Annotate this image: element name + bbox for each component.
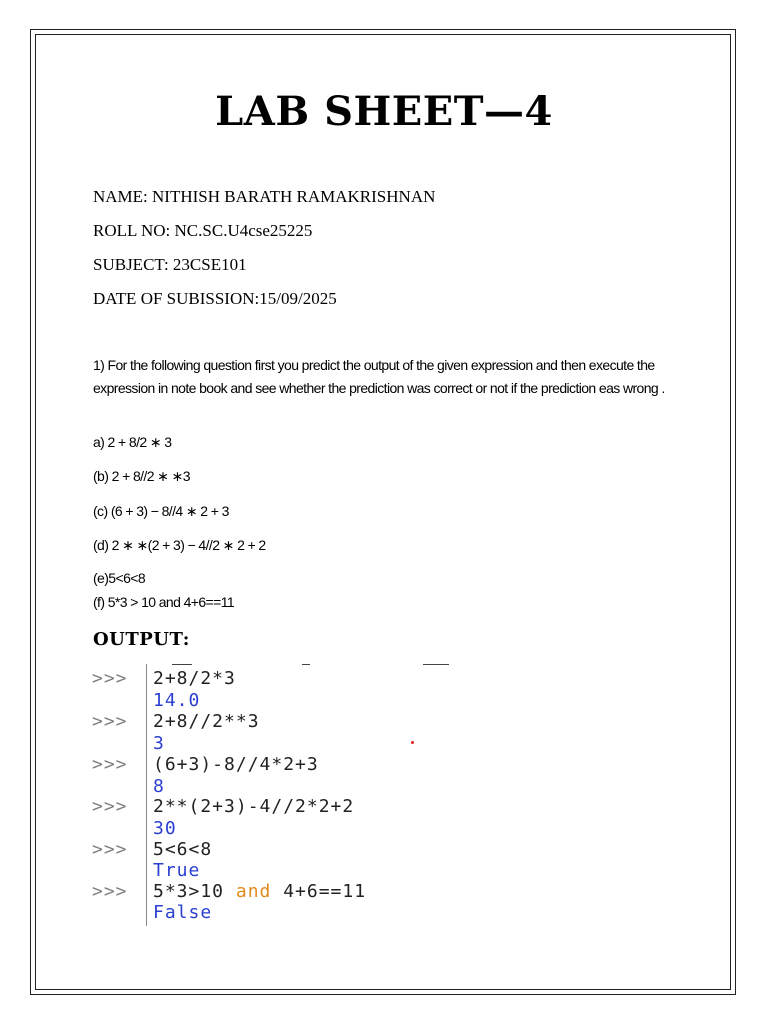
console-result: 3 xyxy=(153,733,165,754)
console-prompt: >>> xyxy=(92,711,128,732)
output-heading: OUTPUT: xyxy=(93,629,190,650)
stray-mark xyxy=(411,741,414,744)
console-result: 14.0 xyxy=(153,690,201,711)
command-text: 5*3>10 xyxy=(153,881,236,902)
console-command: 2+8//2**3 xyxy=(153,711,260,732)
question-item-d: (d) 2 ∗ ∗(2 + 3) − 4//2 ∗ 2 + 2 xyxy=(93,537,266,553)
console-result: 30 xyxy=(153,818,177,839)
console-prompt: >>> xyxy=(92,796,128,817)
console-command: 2**(2+3)-4//2*2+2 xyxy=(153,796,355,817)
python-console-output xyxy=(92,664,472,926)
console-command xyxy=(153,881,366,902)
command-text: 4+6==11 xyxy=(271,881,367,902)
question-item-b: (b) 2 + 8//2 ∗ ∗3 xyxy=(93,468,190,484)
question-item-a: a) 2 + 8/2 ∗ 3 xyxy=(93,434,172,450)
subject: SUBJECT: 23CSE101 xyxy=(93,255,247,274)
console-command: 5<6<8 xyxy=(153,839,213,860)
submission-date: DATE OF SUBISSION:15/09/2025 xyxy=(93,289,337,308)
console-prompt: >>> xyxy=(92,881,128,902)
roll-number: ROLL NO: NC.SC.U4cse25225 xyxy=(93,221,313,240)
student-name: NAME: NITHISH BARATH RAMAKRISHNAN xyxy=(93,187,436,206)
page-title: LAB SHEET—4 xyxy=(215,88,553,135)
console-prompt: >>> xyxy=(92,668,128,689)
keyword-and: and xyxy=(235,881,272,902)
console-prompt: >>> xyxy=(92,839,128,860)
console-gutter-line xyxy=(146,664,147,926)
console-result: False xyxy=(153,902,213,923)
console-result: 8 xyxy=(153,776,165,797)
question-item-c: (c) (6 + 3) − 8//4 ∗ 2 + 3 xyxy=(93,503,229,519)
console-command: (6+3)-8//4*2+3 xyxy=(153,754,319,775)
console-command: 2+8/2*3 xyxy=(153,668,236,689)
question-text: 1) For the following question first you predict the output of the given expression and then execute the expression in note book and see whether the prediction was correct or not if the prediction eas wrong . xyxy=(93,357,665,396)
console-prompt: >>> xyxy=(92,754,128,775)
question-item-e: (e)5<6<8 xyxy=(93,570,146,586)
console-result: True xyxy=(153,860,201,881)
question-item-f: (f) 5*3 > 10 and 4+6==11 xyxy=(93,594,235,610)
